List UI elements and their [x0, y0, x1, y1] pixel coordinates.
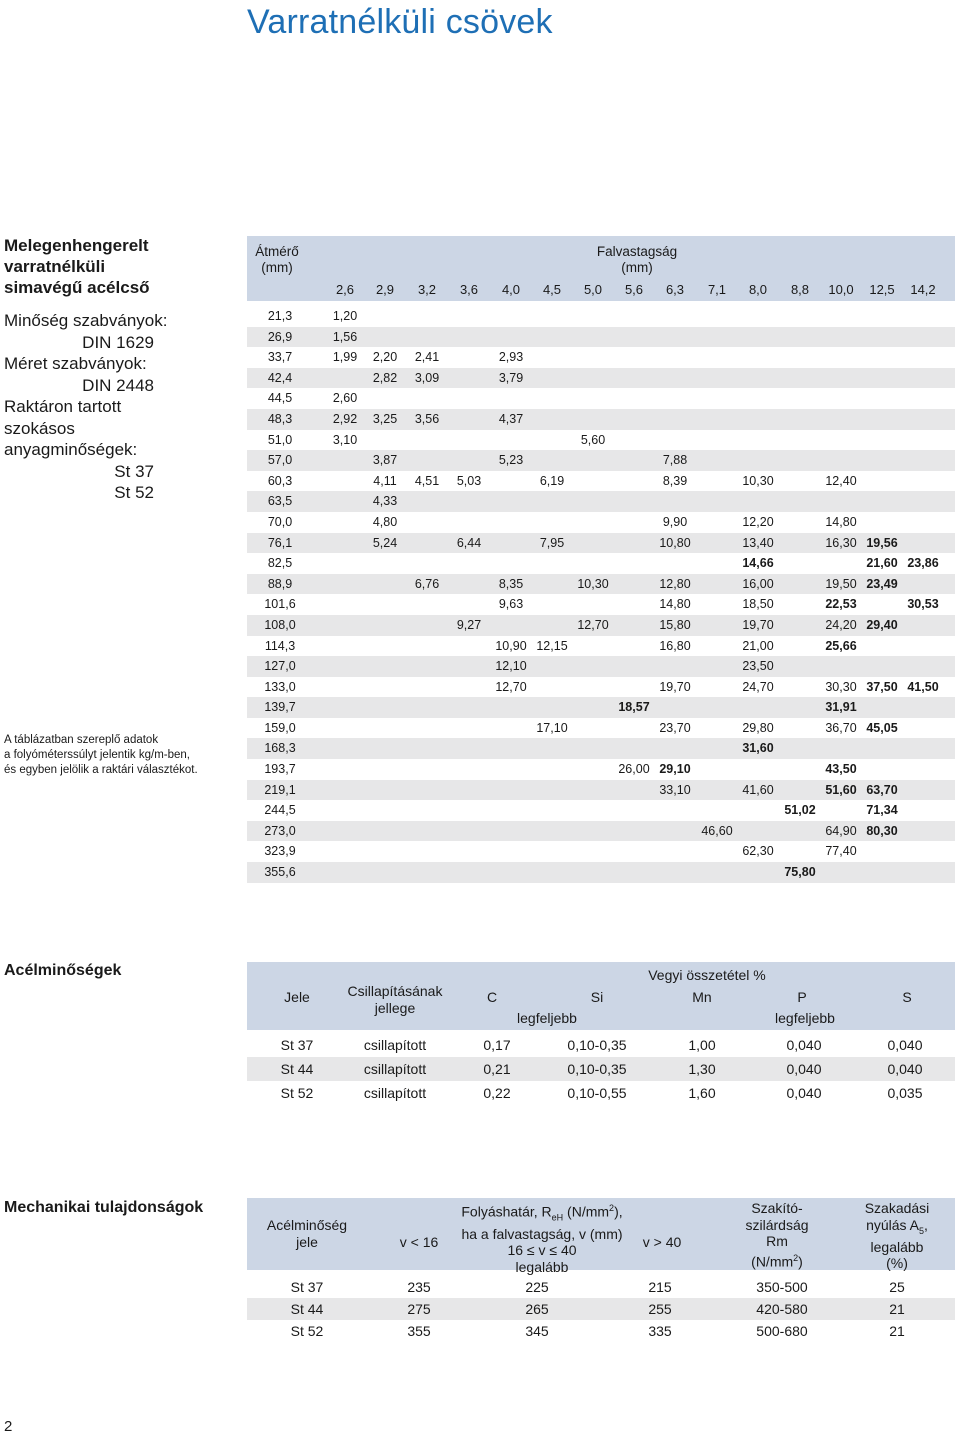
mech-ny-3: legalább	[870, 1238, 924, 1255]
note-line: A táblázatban szereplő adatok	[4, 734, 159, 746]
grade-cell: csillapított	[363, 1037, 427, 1053]
diameter-cell: 88,9	[267, 576, 293, 591]
grade-cell: 0,10-0,35	[567, 1061, 627, 1077]
weight-cell: 10,30	[742, 473, 774, 488]
weight-cell: 6,19	[539, 473, 565, 488]
weight-cell: 33,10	[659, 782, 691, 797]
mech-yield-3: 16 ≤ v ≤ 40	[507, 1242, 577, 1259]
pipe-row	[247, 574, 955, 595]
diameter-cell: 193,7	[264, 762, 296, 777]
szak-sup: 2	[793, 1252, 799, 1263]
product-heading-2: varratnélküli	[4, 257, 106, 276]
weight-cell: 3,79	[498, 370, 524, 385]
weight-cell: 15,80	[659, 617, 691, 632]
stock-label-1: Raktáron tartott szokásos	[4, 397, 122, 438]
weight-cell: 16,30	[825, 535, 857, 550]
product-heading-1: Melegenhengerelt	[4, 236, 149, 255]
pipe-row	[247, 677, 955, 698]
thickness-header: 3,6	[459, 282, 479, 297]
diameter-unit: (mm)	[261, 260, 293, 275]
diameter-cell: 114,3	[264, 638, 296, 653]
weight-cell: 12,80	[659, 576, 691, 591]
weight-cell: 16,00	[742, 576, 774, 591]
mech-col-v40: v > 40	[642, 1234, 682, 1250]
thickness-header: 7,1	[707, 282, 727, 297]
ny-label: nyúlás A	[866, 1216, 920, 1233]
weight-cell: 1,99	[332, 350, 358, 365]
weight-cell: 23,50	[742, 659, 774, 674]
table-note	[4, 733, 204, 778]
weight-cell: 63,70	[866, 782, 898, 797]
thickness-header: 8,0	[748, 282, 768, 297]
weight-cell: 4,80	[372, 514, 398, 529]
mech-cell: 335	[648, 1323, 672, 1339]
diameter-cell: 76,1	[267, 535, 293, 550]
grade-cell: 1,60	[688, 1085, 716, 1101]
pipe-row	[247, 471, 955, 492]
col-s: S	[902, 989, 912, 1005]
weight-cell: 51,02	[784, 803, 816, 818]
weight-cell: 8,39	[662, 473, 688, 488]
mech-row	[247, 1276, 955, 1298]
weight-cell: 36,70	[825, 720, 857, 735]
pipe-row	[247, 594, 955, 615]
col-csill-2: jellege	[374, 1000, 416, 1016]
yield-sub: eH	[551, 1212, 564, 1223]
weight-cell: 12,40	[825, 473, 857, 488]
grade-row	[247, 1057, 955, 1081]
mech-col-acel-1: Acélminőség	[266, 1217, 348, 1233]
pipe-table-body	[247, 306, 955, 883]
thickness-header: 12,5	[869, 282, 895, 297]
mech-ny-2	[852, 1217, 942, 1239]
grade-cell: 0,040	[786, 1085, 822, 1101]
mech-szak-3: Rm	[766, 1233, 788, 1249]
weight-cell: 3,56	[414, 411, 440, 426]
size-label: Méret szabványok:	[4, 354, 147, 373]
szak-unit: (N/mm	[751, 1253, 794, 1270]
thickness-header: 8,8	[790, 282, 810, 297]
mech-cell: 21	[889, 1301, 905, 1317]
yield-unit: (N/mm	[563, 1203, 610, 1220]
pipe-row	[247, 615, 955, 636]
col-c: C	[486, 989, 498, 1005]
weight-cell: 7,88	[662, 453, 688, 468]
grade-row	[247, 1033, 955, 1057]
pipe-row	[247, 718, 955, 739]
col-mn: Mn	[692, 989, 712, 1005]
weight-cell: 2,82	[372, 370, 398, 385]
weight-cell: 24,70	[742, 679, 774, 694]
weight-cell: 1,20	[332, 309, 358, 323]
weight-cell: 9,63	[498, 597, 524, 612]
weight-cell: 5,24	[372, 535, 398, 550]
quality-value: DIN 1629	[82, 332, 154, 352]
thickness-header: 6,3	[665, 282, 685, 297]
thickness-header: 4,5	[542, 282, 562, 297]
weight-cell: 30,53	[907, 597, 939, 612]
weight-cell: 3,25	[372, 411, 398, 426]
weight-cell: 5,60	[580, 432, 606, 447]
col-vegyi: Vegyi összetétel %	[648, 967, 766, 983]
weight-cell: 23,86	[907, 556, 939, 571]
weight-cell: 64,90	[825, 823, 857, 838]
pipe-row	[247, 821, 955, 842]
mech-szak-2: szilárdság	[745, 1216, 809, 1233]
weight-cell: 2,92	[332, 411, 358, 426]
weight-cell: 12,70	[577, 617, 609, 632]
mech-cell: 225	[525, 1279, 549, 1295]
weight-cell: 2,41	[414, 350, 440, 365]
page-title: Varratnélküli csövek	[247, 3, 553, 41]
weight-cell: 25,66	[825, 638, 857, 653]
diameter-cell: 168,3	[264, 741, 296, 756]
grade-cell: 0,040	[786, 1037, 822, 1053]
diameter-cell: 355,6	[264, 865, 296, 880]
weight-cell: 4,37	[498, 411, 524, 426]
weight-cell: 3,09	[414, 370, 440, 385]
mech-cell: 235	[407, 1279, 431, 1295]
pipe-row	[247, 533, 955, 554]
grade-1: St 37	[114, 461, 154, 481]
pipe-row	[247, 862, 955, 883]
mech-cell: 420-580	[756, 1301, 808, 1317]
grades-table-header	[247, 962, 955, 1030]
weight-cell: 2,20	[372, 350, 398, 365]
weight-cell: 46,60	[701, 823, 733, 838]
weight-cell: 3,87	[372, 453, 398, 468]
grade-row	[247, 1081, 955, 1105]
thickness-header: 10,0	[828, 282, 854, 297]
weight-cell: 13,40	[742, 535, 774, 550]
mech-cell: 215	[648, 1279, 672, 1295]
weight-cell: 29,10	[659, 762, 691, 777]
weight-cell: 31,60	[742, 741, 774, 756]
pipe-table-header	[247, 236, 955, 301]
pipe-row	[247, 553, 955, 574]
weight-cell: 7,95	[539, 535, 565, 550]
mech-ny-1: Szakadási	[864, 1200, 930, 1216]
weight-cell: 80,30	[866, 823, 898, 838]
weight-cell: 41,50	[907, 679, 939, 694]
weight-cell: 62,30	[742, 844, 774, 859]
mech-cell: St 44	[290, 1301, 324, 1317]
pipe-row	[247, 388, 955, 409]
mech-row	[247, 1320, 955, 1342]
weight-cell: 30,30	[825, 679, 857, 694]
pipe-row	[247, 347, 955, 368]
diameter-cell: 108,0	[264, 617, 296, 632]
diameter-cell: 51,0	[267, 432, 293, 447]
ny-close: ,	[924, 1216, 928, 1233]
diameter-cell: 139,7	[264, 700, 296, 715]
diameter-cell: 323,9	[264, 844, 296, 859]
diameter-cell: 48,3	[267, 411, 293, 426]
diameter-cell: 159,0	[264, 720, 296, 735]
weight-cell: 23,49	[866, 576, 898, 591]
mech-cell: 350-500	[756, 1279, 808, 1295]
pipe-row	[247, 697, 955, 718]
grade-cell: csillapított	[363, 1085, 427, 1101]
grade-cell: 1,00	[688, 1037, 716, 1053]
weight-cell: 18,57	[618, 700, 650, 715]
stock-label-2: anyagminőségek:	[4, 440, 138, 459]
diameter-cell: 60,3	[267, 473, 293, 488]
thickness-header: 5,0	[583, 282, 603, 297]
mech-cell: 255	[648, 1301, 672, 1317]
diameter-cell: 21,3	[267, 309, 293, 323]
weight-cell: 37,50	[866, 679, 898, 694]
mech-cell: 500-680	[756, 1323, 808, 1339]
col-csill-1: Csillapításának	[347, 983, 443, 999]
weight-cell: 18,50	[742, 597, 774, 612]
mech-cell: 21	[889, 1323, 905, 1339]
product-info	[4, 235, 184, 504]
weight-cell: 21,00	[742, 638, 774, 653]
mech-cell: 345	[525, 1323, 549, 1339]
diameter-header	[247, 244, 307, 276]
weight-cell: 17,10	[536, 720, 568, 735]
grade-cell: St 52	[280, 1085, 314, 1101]
grade-cell: 0,040	[887, 1037, 923, 1053]
grade-cell: St 37	[280, 1037, 314, 1053]
weight-cell: 9,90	[662, 514, 688, 529]
weight-cell: 12,20	[742, 514, 774, 529]
page-number: 2	[4, 1418, 13, 1435]
weight-cell: 16,80	[659, 638, 691, 653]
weight-cell: 75,80	[784, 865, 816, 880]
pipe-row	[247, 491, 955, 512]
weight-cell: 43,50	[825, 762, 857, 777]
diameter-cell: 82,5	[267, 556, 293, 571]
grade-cell: 0,22	[483, 1085, 511, 1101]
yield-title: Folyáshatár, R	[461, 1203, 552, 1220]
thickness-header: 5,6	[624, 282, 644, 297]
pipe-row	[247, 841, 955, 862]
grade-cell: 0,17	[483, 1037, 511, 1053]
thickness-header: 2,6	[335, 282, 355, 297]
mech-yield-1	[442, 1200, 642, 1226]
weight-cell: 26,00	[618, 762, 650, 777]
diameter-cell: 57,0	[267, 453, 293, 468]
grade-cell: csillapított	[363, 1061, 427, 1077]
weight-cell: 51,60	[825, 782, 857, 797]
wall-header	[577, 244, 697, 276]
col-p: P	[797, 989, 807, 1005]
weight-cell: 77,40	[825, 844, 857, 859]
weight-cell: 5,03	[456, 473, 482, 488]
mech-row	[247, 1298, 955, 1320]
pipe-weight-table	[247, 236, 955, 883]
diameter-cell: 133,0	[264, 679, 296, 694]
yield-sup: 2	[609, 1203, 615, 1213]
grade-cell: 1,30	[688, 1061, 716, 1077]
diameter-cell: 244,5	[264, 803, 296, 818]
weight-cell: 6,44	[456, 535, 482, 550]
yield-close: ),	[614, 1203, 623, 1220]
note-line: és egyben jelölik a raktári választékot.	[4, 764, 198, 776]
grade-cell: 0,040	[786, 1061, 822, 1077]
weight-cell: 19,56	[866, 535, 898, 550]
mech-col-szak	[737, 1200, 817, 1270]
pipe-row	[247, 780, 955, 801]
weight-cell: 4,11	[373, 473, 397, 488]
mech-col-v16: v < 16	[399, 1234, 439, 1250]
weight-cell: 31,91	[825, 700, 857, 715]
weight-cell: 19,70	[742, 617, 774, 632]
weight-cell: 19,50	[825, 576, 857, 591]
grade-cell: 0,035	[887, 1085, 923, 1101]
diameter-cell: 42,4	[267, 370, 293, 385]
grade-cell: 0,040	[887, 1061, 923, 1077]
weight-cell: 12,15	[536, 638, 568, 653]
wall-label: Falvastagság	[596, 244, 678, 259]
mech-col-acel-2: jele	[296, 1233, 318, 1250]
product-heading-3: simavégű acélcső	[4, 278, 150, 297]
ny-sub: 5	[919, 1225, 925, 1236]
weight-cell: 45,05	[866, 720, 898, 735]
thickness-header: 3,2	[417, 282, 437, 297]
weight-cell: 8,35	[498, 576, 524, 591]
weight-cell: 12,10	[495, 659, 527, 674]
weight-cell: 10,90	[495, 638, 527, 653]
mech-col-ny	[852, 1200, 942, 1272]
weight-cell: 22,53	[825, 597, 857, 612]
note-line: a folyóméterssúlyt jelentik kg/m-ben,	[4, 749, 190, 761]
weight-cell: 29,80	[742, 720, 774, 735]
pipe-row	[247, 327, 955, 348]
col-si: Si	[590, 989, 604, 1005]
diameter-cell: 33,7	[267, 350, 293, 365]
weight-cell: 3,10	[332, 432, 358, 447]
weight-cell: 4,51	[414, 473, 440, 488]
diameter-cell: 26,9	[267, 329, 293, 344]
weight-cell: 14,80	[825, 514, 857, 529]
weight-cell: 9,27	[456, 617, 482, 632]
col-jele: Jele	[284, 989, 310, 1005]
pipe-row	[247, 409, 955, 430]
thickness-header: 4,0	[501, 282, 521, 297]
grades-section-title: Acélminőségek	[4, 962, 122, 979]
size-value: DIN 2448	[82, 375, 154, 395]
szak-close: )	[798, 1253, 803, 1270]
mech-col-acel	[262, 1217, 352, 1250]
mech-cell: St 37	[290, 1279, 324, 1295]
weight-cell: 14,80	[659, 597, 691, 612]
mech-yield-4: legalább	[515, 1258, 569, 1275]
mech-yield-2: ha a falvastagság, v (mm)	[461, 1225, 623, 1242]
grade-cell: St 44	[280, 1061, 314, 1077]
pipe-row	[247, 450, 955, 471]
col-legf-2: legfeljebb	[775, 1010, 835, 1026]
pipe-row	[247, 306, 955, 327]
diameter-cell: 219,1	[264, 782, 296, 797]
weight-cell: 10,30	[577, 576, 609, 591]
mech-cell: 275	[407, 1301, 431, 1317]
mech-table-header	[247, 1198, 955, 1275]
weight-cell: 4,33	[372, 494, 398, 509]
pipe-row	[247, 738, 955, 759]
weight-cell: 41,60	[742, 782, 774, 797]
quality-label: Minőség szabványok:	[4, 311, 168, 330]
weight-cell: 5,23	[498, 453, 524, 468]
weight-cell: 10,80	[659, 535, 691, 550]
diameter-cell: 70,0	[267, 514, 293, 529]
grade-cell: 0,21	[483, 1061, 511, 1077]
diameter-cell: 273,0	[264, 823, 296, 838]
mech-cell: 25	[889, 1279, 905, 1295]
mech-cell: St 52	[290, 1323, 324, 1339]
mech-cell: 265	[525, 1301, 549, 1317]
weight-cell: 23,70	[659, 720, 691, 735]
weight-cell: 19,70	[659, 679, 691, 694]
diameter-cell: 101,6	[264, 597, 296, 612]
weight-cell: 29,40	[866, 617, 898, 632]
mech-cell: 355	[407, 1323, 431, 1339]
diameter-cell: 63,5	[267, 494, 293, 509]
thickness-header: 2,9	[375, 282, 395, 297]
weight-cell: 6,76	[414, 576, 440, 591]
mech-szak-1: Szakító-	[751, 1200, 803, 1216]
pipe-row	[247, 512, 955, 533]
weight-cell: 14,66	[742, 556, 774, 571]
weight-cell: 1,56	[332, 329, 358, 344]
weight-cell: 2,93	[498, 350, 524, 365]
col-legf-1: legfeljebb	[517, 1010, 577, 1026]
weight-cell: 21,60	[866, 556, 898, 571]
pipe-row	[247, 636, 955, 657]
weight-cell: 24,20	[825, 617, 857, 632]
weight-cell: 71,34	[866, 803, 898, 818]
weight-cell: 12,70	[495, 679, 527, 694]
pipe-row	[247, 759, 955, 780]
grade-2: St 52	[114, 483, 154, 502]
mech-szak-4	[737, 1250, 817, 1270]
grade-cell: 0,10-0,55	[567, 1085, 627, 1101]
mech-col-yield	[442, 1200, 642, 1275]
grade-cell: 0,10-0,35	[567, 1037, 627, 1053]
pipe-row	[247, 656, 955, 677]
mech-ny-4: (%)	[886, 1255, 908, 1272]
thickness-header: 14,2	[910, 282, 936, 297]
pipe-row	[247, 800, 955, 821]
mech-section-title: Mechanikai tulajdonságok	[4, 1199, 204, 1216]
diameter-cell: 44,5	[267, 391, 293, 406]
pipe-row	[247, 430, 955, 451]
wall-unit: (mm)	[621, 260, 653, 275]
diameter-cell: 127,0	[264, 659, 296, 674]
weight-cell: 2,60	[332, 391, 358, 406]
diameter-label: Átmérő	[255, 244, 299, 259]
pipe-row	[247, 368, 955, 389]
